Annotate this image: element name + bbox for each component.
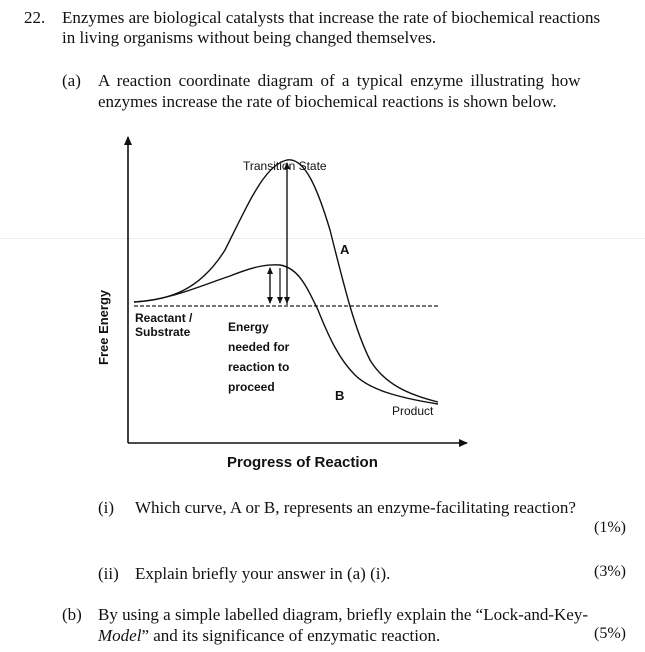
reactant-label-line2: Substrate (135, 325, 191, 339)
part-b-marks: (5%) (594, 625, 626, 642)
question-number: 22. (24, 8, 46, 27)
part-b-line2 (98, 625, 440, 646)
y-axis-label: Free Energy (96, 289, 111, 365)
product-label: Product (392, 404, 434, 418)
part-a-line1: A reaction coordinate diagram of a typical enzyme illustrating how (98, 71, 581, 90)
sub-question-i-marks: (1%) (594, 519, 626, 536)
x-axis-label: Progress of Reaction (227, 454, 378, 471)
part-b-line2-rest: ” and its significance of enzymatic reaction. (141, 626, 441, 645)
energy-label (228, 317, 289, 397)
sub-question-i-text: Which curve, A or B, represents an enzyme-facilitating reaction? (135, 498, 576, 517)
curve-a-label: A (340, 242, 350, 257)
energy-label-line4: proceed (228, 380, 275, 394)
part-b-model-italic: Model (98, 626, 142, 645)
question-intro-line2: in living organisms without being changed themselves. (62, 28, 437, 47)
part-b-label: (b) (62, 605, 82, 624)
sub-question-i-label: (i) (98, 498, 115, 517)
energy-label-line1: Energy (228, 320, 269, 334)
part-a-line2: enzymes increase the rate of biochemical reactions is shown below. (98, 92, 557, 111)
curve-b-label: B (335, 388, 345, 403)
energy-label-line2: needed for (228, 340, 290, 354)
sub-question-ii-label: (ii) (98, 564, 119, 583)
part-a-label: (a) (62, 71, 81, 90)
sub-question-ii-text: Explain briefly your answer in (a) (i). (135, 564, 391, 583)
sub-question-ii-marks: (3%) (594, 563, 626, 580)
reactant-label-line1: Reactant / (135, 311, 193, 325)
question-intro-line1: Enzymes are biological catalysts that increase the rate of biochemical reactions (62, 8, 601, 27)
energy-label-line3: reaction to (228, 360, 290, 374)
transition-state-label: Transition State (243, 159, 327, 173)
part-b-line1: By using a simple labelled diagram, briefly explain the “Lock-and-Key- (98, 605, 589, 624)
